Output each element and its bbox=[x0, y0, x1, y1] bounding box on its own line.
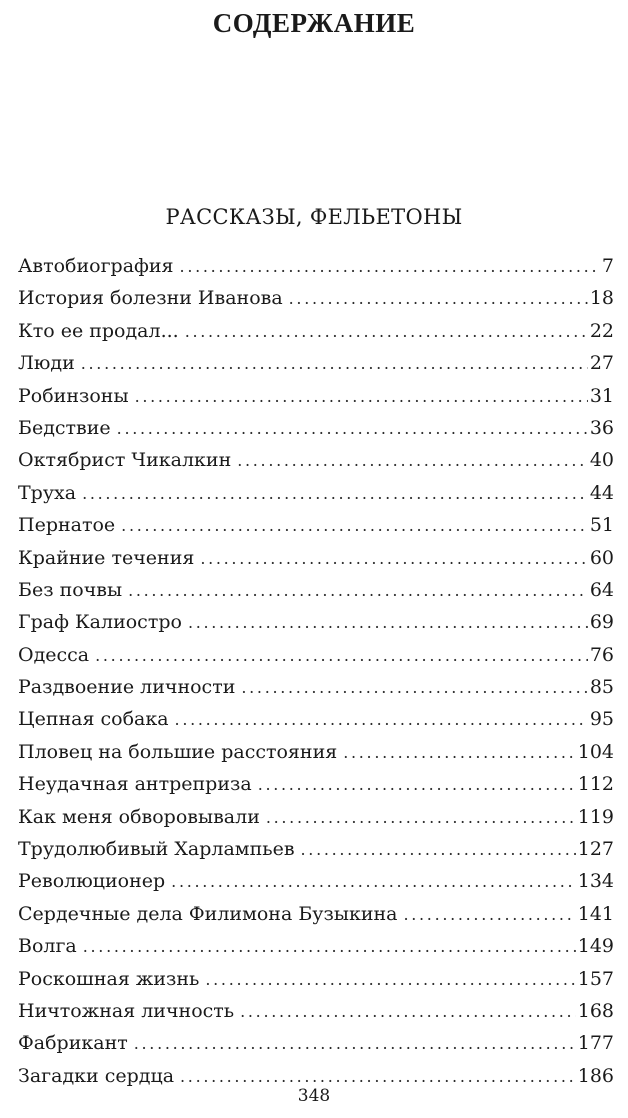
toc-entry-page: 18 bbox=[589, 287, 614, 310]
dot-leader bbox=[237, 445, 588, 477]
toc-entry-page: 27 bbox=[589, 352, 614, 375]
dot-leader bbox=[134, 1028, 576, 1060]
toc-entry-page: 149 bbox=[577, 935, 614, 958]
dot-leader bbox=[82, 478, 588, 510]
toc-entry-title: Граф Калиостро bbox=[18, 611, 182, 634]
toc-entry-title: Революционер bbox=[18, 870, 166, 893]
toc-entry-title: Одесса bbox=[18, 643, 90, 666]
toc-entry-title: Люди bbox=[18, 352, 75, 375]
toc-entry-title: Ничтожная личность bbox=[18, 999, 235, 1022]
dot-leader bbox=[240, 996, 576, 1028]
toc-entry-page: 40 bbox=[589, 449, 614, 472]
toc-entry-title: Бедствие bbox=[18, 416, 111, 439]
toc-entry bbox=[18, 671, 614, 703]
dot-leader bbox=[289, 283, 588, 315]
dot-leader bbox=[188, 607, 588, 639]
toc-entry-title: Роскошная жизнь bbox=[18, 967, 200, 990]
toc-entry-page: 168 bbox=[577, 999, 614, 1022]
dot-leader bbox=[83, 931, 576, 963]
dot-leader bbox=[403, 899, 575, 931]
toc-entry bbox=[18, 250, 614, 282]
dot-leader bbox=[185, 316, 588, 348]
toc-entry bbox=[18, 574, 614, 606]
toc-entry bbox=[18, 444, 614, 476]
toc-entry-title: Октябрист Чикалкин bbox=[18, 449, 232, 472]
toc-entry-page: 44 bbox=[589, 481, 614, 504]
toc-entry-page: 127 bbox=[577, 838, 614, 861]
toc-entry-title: Загадки сердца bbox=[18, 1064, 175, 1087]
toc-entry bbox=[18, 801, 614, 833]
toc-entry bbox=[18, 606, 614, 638]
toc-entry bbox=[18, 282, 614, 314]
dot-leader bbox=[175, 704, 588, 736]
toc-entry-title: Как меня обворовывали bbox=[18, 805, 260, 828]
toc-entry-title: Крайние течения bbox=[18, 546, 195, 569]
toc-entry-page: 141 bbox=[577, 902, 614, 925]
toc-entry-page: 119 bbox=[577, 805, 614, 828]
page-heading: СОДЕРЖАНИЕ bbox=[212, 8, 416, 38]
toc-entry bbox=[18, 833, 614, 865]
dot-leader bbox=[171, 866, 576, 898]
dot-leader bbox=[121, 510, 588, 542]
toc-entry-page: 177 bbox=[577, 1032, 614, 1055]
section-title: РАССКАЗЫ, ФЕЛЬЕТОНЫ bbox=[165, 205, 463, 229]
toc-entry-title: Фабрикант bbox=[18, 1032, 128, 1055]
dot-leader bbox=[205, 964, 575, 996]
toc-entry bbox=[18, 865, 614, 897]
toc-entry-page: 7 bbox=[601, 255, 614, 277]
toc-entry bbox=[18, 509, 614, 541]
toc-entry-title: Без почвы bbox=[18, 578, 123, 601]
toc-entry-page: 95 bbox=[589, 708, 614, 731]
toc-entry bbox=[18, 542, 614, 574]
dot-leader bbox=[301, 834, 576, 866]
toc-entry-title: Трудолюбивый Харлампьев bbox=[18, 838, 295, 861]
toc-entry-title: Сердечные дела Филимона Бузыкина bbox=[18, 902, 398, 925]
toc-entry-title: Автобиография bbox=[18, 255, 174, 277]
toc-entry-page: 112 bbox=[577, 773, 614, 796]
toc-entry-title: Пернатое bbox=[18, 514, 116, 537]
toc-entry-title: Труха bbox=[18, 481, 77, 504]
toc-entry-title: Кто ее продал... bbox=[18, 319, 179, 342]
toc-entry bbox=[18, 736, 614, 768]
toc-entry-page: 104 bbox=[577, 740, 614, 763]
toc-entry bbox=[18, 768, 614, 800]
toc-entry-title: Раздвоение личности bbox=[18, 676, 236, 699]
dot-leader bbox=[180, 251, 596, 283]
toc-entry bbox=[18, 380, 614, 412]
toc-entry-page: 36 bbox=[589, 416, 614, 439]
toc-entry bbox=[18, 315, 614, 347]
toc-entry bbox=[18, 963, 614, 995]
dot-leader bbox=[95, 640, 588, 672]
dot-leader bbox=[258, 769, 576, 801]
toc-entry bbox=[18, 898, 614, 930]
toc-entry-page: 186 bbox=[577, 1064, 614, 1087]
table-of-contents bbox=[18, 250, 614, 1092]
toc-entry-title: Волга bbox=[18, 935, 77, 958]
toc-entry bbox=[18, 639, 614, 671]
toc-entry-page: 60 bbox=[589, 546, 614, 569]
toc-entry bbox=[18, 412, 614, 444]
toc-entry-page: 76 bbox=[589, 643, 614, 666]
toc-entry-page: 157 bbox=[577, 967, 614, 990]
toc-entry-page: 69 bbox=[589, 611, 614, 634]
toc-entry-page: 31 bbox=[589, 384, 614, 407]
dot-leader bbox=[135, 381, 588, 413]
dot-leader bbox=[266, 802, 576, 834]
dot-leader bbox=[81, 348, 588, 380]
toc-entry-title: Неудачная антреприза bbox=[18, 773, 252, 796]
toc-entry bbox=[18, 930, 614, 962]
toc-entry-page: 22 bbox=[589, 319, 614, 342]
toc-entry bbox=[18, 1027, 614, 1059]
dot-leader bbox=[128, 575, 588, 607]
toc-entry-page: 64 bbox=[589, 578, 614, 601]
toc-entry-page: 85 bbox=[589, 676, 614, 699]
toc-entry-title: Робинзоны bbox=[18, 384, 129, 407]
toc-entry bbox=[18, 347, 614, 379]
dot-leader bbox=[200, 543, 587, 575]
dot-leader bbox=[343, 737, 576, 769]
toc-entry bbox=[18, 703, 614, 735]
page-number: 348 bbox=[297, 1086, 331, 1106]
dot-leader bbox=[117, 413, 588, 445]
toc-entry bbox=[18, 477, 614, 509]
toc-entry-page: 134 bbox=[577, 870, 614, 893]
toc-entry-title: Цепная собака bbox=[18, 708, 169, 731]
toc-entry-page: 51 bbox=[589, 514, 614, 537]
toc-entry-title: История болезни Иванова bbox=[18, 287, 283, 310]
toc-entry-title: Пловец на большие расстояния bbox=[18, 740, 338, 763]
toc-entry bbox=[18, 995, 614, 1027]
dot-leader bbox=[241, 672, 587, 704]
